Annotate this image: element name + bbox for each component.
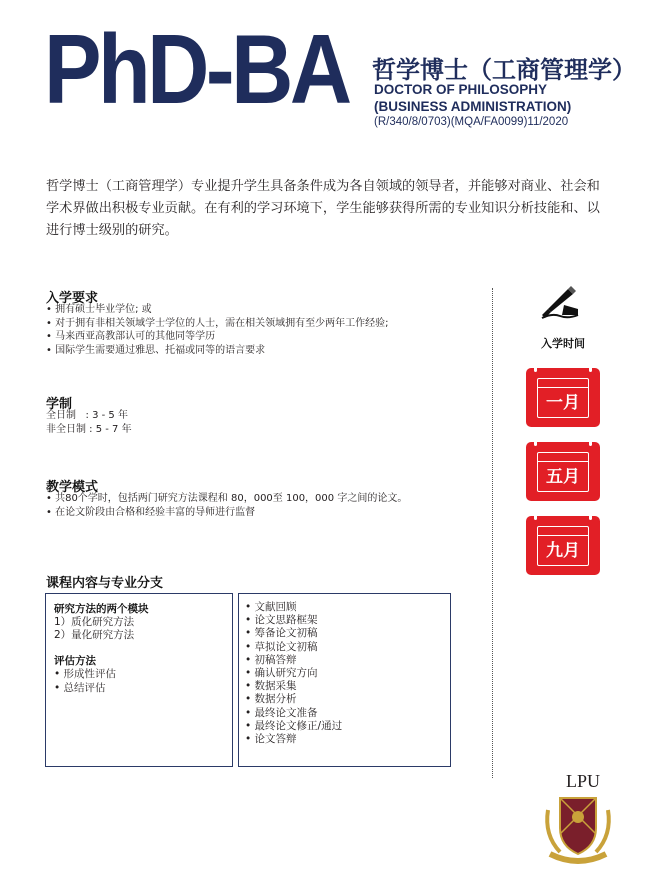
list-item: • 初稿答辩 <box>245 653 297 666</box>
intake-label: 入学时间 <box>541 337 585 350</box>
list-item: • 在论文阶段由合格和经验丰富的导师进行监督 <box>46 506 256 518</box>
program-title-chinese: 哲学博士（工商管理学） <box>372 56 636 84</box>
calendar-january-icon <box>526 368 600 427</box>
assessment-title: 评估方法 <box>54 655 96 668</box>
list-item: 全日制 : 3 - 5 年 <box>46 410 128 421</box>
list-item: • 草拟论文初稿 <box>245 640 318 653</box>
thesis-stages-box <box>238 593 451 767</box>
list-item: • 总结评估 <box>54 681 106 694</box>
list-item: • 论文思路框架 <box>245 614 318 627</box>
requirements-list <box>46 303 388 357</box>
intro-paragraph: 哲学博士（工商管理学）专业提升学生具备条件成为各自领域的领导者，并能够对商业、社会和学术界做出积极专业贡献。在有利的学习环境下，学生能够获得所需的专业知识分析技能和、以进行博士级别的研究。 <box>46 179 600 238</box>
accreditation-code: (R/340/8/0703)(MQA/FA0099)11/2020 <box>374 116 569 128</box>
list-item: • 数据分析 <box>245 693 297 706</box>
program-title-english-line1: DOCTOR OF PHILOSOPHY <box>374 82 548 97</box>
list-item: • 确认研究方向 <box>245 667 318 680</box>
list-item: 非全日制 : 5 - 7 年 <box>46 423 132 435</box>
pen-writing-icon <box>538 285 582 325</box>
university-crest-icon <box>540 790 616 868</box>
list-item: • 共80个学时，包括两门研究方法课程和 80，000至 100，000 字之间的论文。 <box>46 493 408 504</box>
list-item: • 拥有硕士毕业学位; 或 <box>46 304 152 315</box>
methods-title: 研究方法的两个模块 <box>54 603 149 615</box>
list-item: • 形成性评估 <box>54 668 117 681</box>
list-item: 2）量化研究方法 <box>54 629 135 642</box>
list-item: • 筹备论文初稿 <box>245 627 318 640</box>
list-item: • 最终论文准备 <box>245 706 318 719</box>
teaching-mode-list <box>46 492 407 519</box>
requirements-heading: 入学要求 <box>46 291 99 306</box>
list-item: • 文献回顾 <box>245 601 297 613</box>
list-item: • 马来西亚高教部认可的其他同等学历 <box>46 331 216 342</box>
intake-month: 九月 <box>546 541 580 561</box>
intake-month: 一月 <box>546 393 580 413</box>
list-item: • 国际学生需要通过雅思、托福或同等的语言要求 <box>46 344 266 356</box>
curriculum-heading: 课程内容与专业分支 <box>46 576 164 591</box>
list-item: 1）质化研究方法 <box>54 616 135 628</box>
program-title-english-line2: (BUSINESS ADMINISTRATION) <box>374 99 572 114</box>
list-item: • 对于拥有非相关领域学士学位的人士，需在相关领域拥有至少两年工作经验; <box>46 317 389 329</box>
intake-month: 五月 <box>546 467 580 487</box>
list-item: • 最终论文修正/通过 <box>245 719 343 732</box>
duration-list <box>46 409 132 436</box>
list-item: • 论文答辩 <box>245 733 297 746</box>
logo-text: LPU <box>566 771 601 791</box>
calendar-september-icon <box>526 516 600 575</box>
dotted-divider <box>492 288 493 778</box>
methods-box <box>45 593 233 767</box>
calendar-may-icon <box>526 442 600 501</box>
program-code-title: PhD-BA <box>44 14 349 124</box>
duration-heading: 学制 <box>46 397 73 412</box>
teaching-mode-heading: 教学模式 <box>46 480 99 495</box>
list-item: • 数据采集 <box>245 680 297 693</box>
